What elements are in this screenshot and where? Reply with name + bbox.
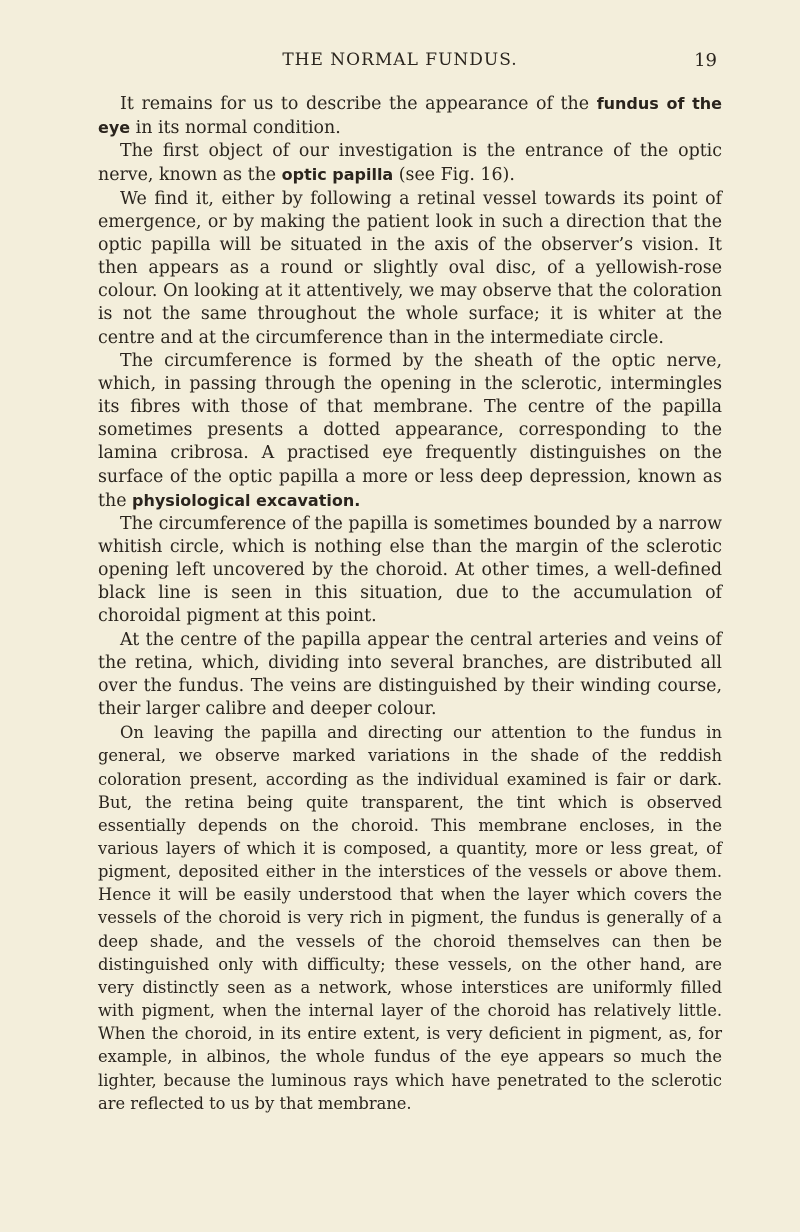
- text-run: (see Fig. 16).: [393, 165, 515, 186]
- bold-term: optic papilla: [281, 165, 394, 185]
- text-run: At the centre of the papilla appear the central arteries and veins of the retina, which, dividing into several branches, are distributed all over the fundus. The veins are distinguished by their winding course, their larger calibre and deeper colour.: [98, 629, 722, 720]
- text-run: We find it, either by following a retinal vessel towards its point of emergence, or by making the patient look in such a direction that the optic papilla will be situated in the axis of the observer’s vision. It then appears as a round or slightly oval disc, of a yellowish-rose colour. On looking at it attentively, we may observe that the coloration is not the same throughout the whole surface; it is whiter at the centre and at the circumference than in the intermediate circle.: [98, 188, 722, 348]
- body-text: [98, 92, 722, 1115]
- paragraph: [98, 140, 722, 187]
- text-run: The first object of our investigation is the entrance of the optic nerve, known as the: [98, 141, 722, 186]
- bold-term: fundus of the eye: [98, 94, 723, 138]
- paragraph: [98, 513, 722, 629]
- text-run: The circumference of the papilla is sometimes bounded by a narrow whitish circle, which is nothing else than the margin of the sclerotic opening left uncovered by the choroid. At other times, a well-defined black line is seen in this situation, due to the accumulation of choroidal pigment at this point.: [98, 513, 722, 627]
- page-number: 19: [694, 50, 717, 71]
- paragraph: [98, 350, 722, 513]
- text-run: The circumference is formed by the sheath of the optic nerve, which, in passing through the opening in the sclerotic, intermingles its fibres with those of that membrane. The centre of the papilla sometimes presents a dotted appearance, corresponding to the lamina cribrosa. A practised eye frequently distinguishes on the surface of the optic papilla a more or less deep depression, known as the: [98, 350, 722, 511]
- running-title: THE NORMAL FUNDUS.: [282, 50, 518, 70]
- bold-term: physiological excavation.: [132, 490, 361, 510]
- paragraph: [98, 721, 722, 1115]
- text-run: It remains for us to describe the appearance of the: [120, 94, 597, 114]
- text-run: in its normal condition.: [130, 118, 341, 139]
- page-header: [0, 50, 800, 80]
- paragraph: [98, 188, 722, 350]
- text-run: On leaving the papilla and directing our attention to the fundus in general, we observe marked variations in the shade of the reddish coloration present, according as the individual examined is fair or dark. But, the retina being quite transparent, the tint which is observed essentially depends on the choroid. This membrane encloses, in the various layers of which it is composed, a quantity, more or less great, of pigment, deposited either in the interstices of the vessels or above them. Hence it will be easily understood that when the layer which covers the vessels of the choroid is very rich in pigment, the fundus is generally of a deep shade, and the vessels of the choroid themselves can then be distinguished only with difficulty; these vessels, on the other hand, are very distinctly seen as a network, whose interstices are uniformly filled with pigment, when the internal layer of the choroid has relatively little. When the choroid, in its entire extent, is very deficient in pigment, as, for example, in albinos, the whole fundus of the eye appears so much the lighter, because the luminous rays which have penetrated to the sclerotic are reflected to us by that membrane.: [98, 723, 722, 1113]
- paragraph: [98, 629, 722, 722]
- paragraph: [98, 92, 722, 140]
